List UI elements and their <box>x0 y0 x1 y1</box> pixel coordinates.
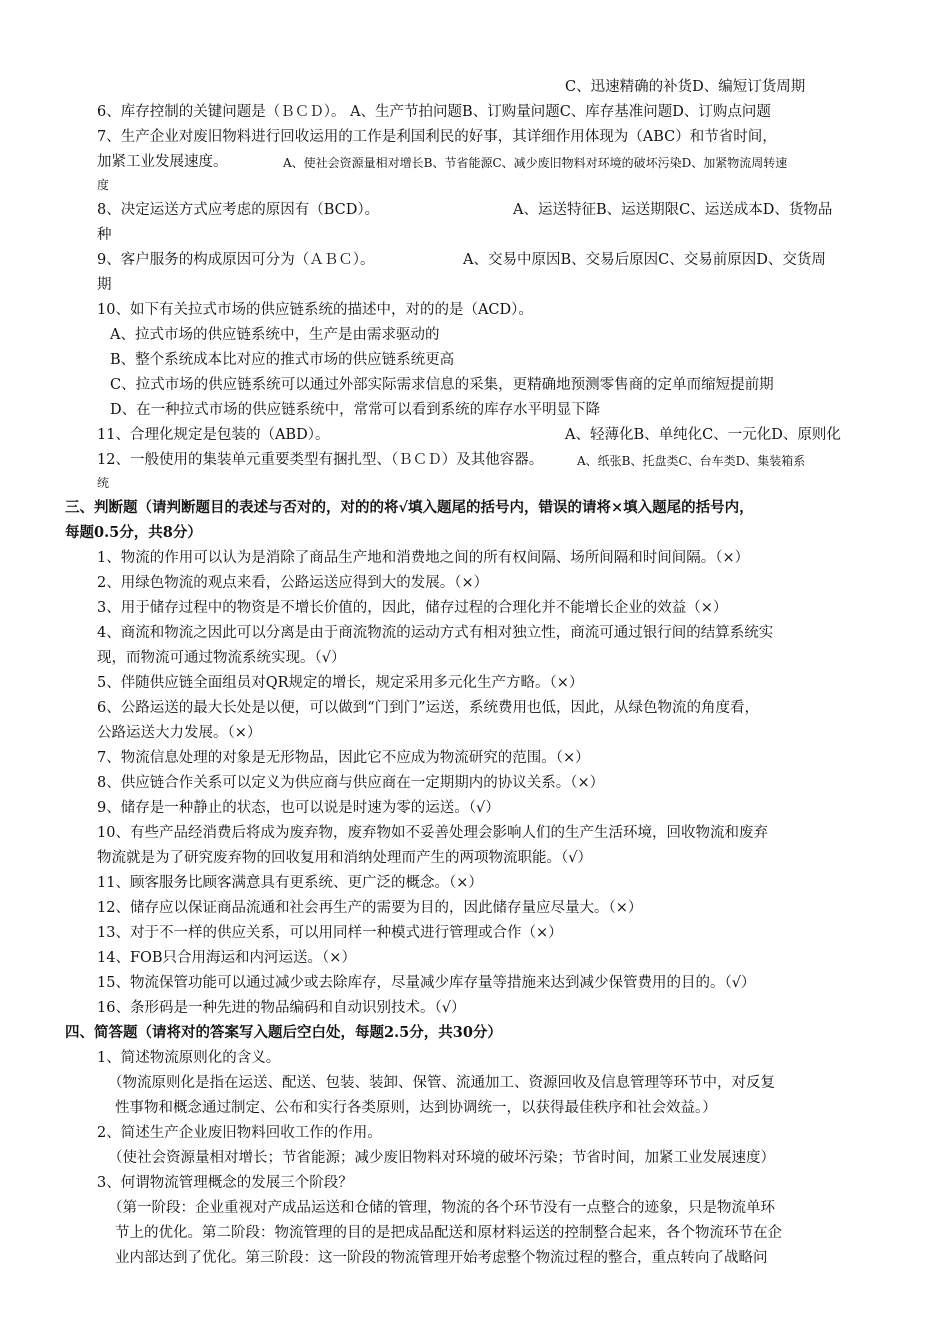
question-line: 4、商流和物流之因此可以分离是由于商流物流的运动方式有相对独立性，商流可通过银行间的结算系统实 <box>97 625 774 641</box>
option-line: 期 <box>97 277 112 293</box>
option-line: 种 <box>97 227 112 243</box>
option-line: C、迅速精确的补货D、编短订货周期 <box>565 79 806 95</box>
option-line: A、交易中原因B、交易后原因C、交易前原因D、交货周 <box>463 252 826 268</box>
option-line: 统 <box>97 476 110 490</box>
option-line: C、拉式市场的供应链系统可以通过外部实际需求信息的采集，更精确地预测零售商的定单而缩短提前期 <box>110 377 774 393</box>
option-line: B、整个系统成本比对应的推式市场的供应链系统更高 <box>110 352 455 368</box>
question-line: 5、伴随供应链全面组员对QR规定的增长，规定采用多元化生产方略。（×） <box>97 675 584 691</box>
question-line: 12、一般使用的集装单元重要类型有捆扎型、（ＢＣＤ）及其他容器。 <box>97 452 544 468</box>
question-line: 7、生产企业对废旧物料进行回收运用的工作是利国利民的好事，其详细作用体现为（ABC）和节省时间， <box>97 129 777 145</box>
question-line: 3、用于储存过程中的物资是不增长价值的，因此，储存过程的合理化并不能增长企业的效益（×） <box>97 600 728 616</box>
question-line: 15、物流保管功能可以通过减少或去除库存，尽量减少库存量等措施来达到减少保管费用的目的。（√） <box>97 975 756 991</box>
question-line: 1、简述物流原则化的含义。 <box>97 1050 281 1066</box>
answer-line: 业内部达到了优化。第三阶段：这一阶段的物流管理开始考虑整个物流过程的整合，重点转向了战略问 <box>115 1250 768 1266</box>
answer-line: （使社会资源量相对增长；节省能源；减少废旧物料对环境的破坏污染；节省时间，加紧工业发展速度） <box>108 1150 775 1166</box>
question-line: 14、FOB只合用海运和内河运送。（×） <box>97 950 356 966</box>
question-line: 加紧工业发展速度。 <box>97 154 228 170</box>
answer-line: 节上的优化。第二阶段：物流管理的目的是把成品配送和原材料运送的控制整合起来，各个物流环节在企 <box>115 1225 782 1241</box>
question-line: 9、客户服务的构成原因可分为（ＡＢＣ）。 <box>97 252 375 268</box>
question-line: 6、公路运送的最大长处是以便，可以做到“门到门”运送，系统费用也低，因此，从绿色物流的角度看， <box>97 700 760 716</box>
answer-line: 性事物和概念通过制定、公布和实行各类原则，达到协调统一，以获得最佳秩序和社会效益。） <box>115 1100 717 1116</box>
question-line: 现，而物流可通过物流系统实现。（√） <box>97 650 346 666</box>
question-line: 10、如下有关拉式市场的供应链系统的描述中，对的的是（ACD）。 <box>97 302 533 318</box>
question-line: 物流就是为了研究废弃物的回收复用和消纳处理而产生的两项物流职能。（√） <box>97 850 592 866</box>
option-line: A、使社会资源量相对增长B、节省能源C、减少废旧物料对环境的破坏污染D、加紧物流周转速 <box>283 156 788 170</box>
question-line: 公路运送大力发展。（×） <box>97 725 262 741</box>
answer-line: （第一阶段：企业重视对产成品运送和仓储的管理，物流的各个环节没有一点整合的迹象，只是物流单环 <box>108 1200 775 1216</box>
question-line: 13、对于不一样的供应关系，可以用同样一种模式进行管理或合作（×） <box>97 925 563 941</box>
question-line: 11、顾客服务比顾客满意具有更系统、更广泛的概念。（×） <box>97 875 483 891</box>
question-line: 16、条形码是一种先进的物品编码和自动识别技术。（√） <box>97 1000 466 1016</box>
question-line: 2、用绿色物流的观点来看，公路运送应得到大的发展。（×） <box>97 575 489 591</box>
question-line: 8、供应链合作关系可以定义为供应商与供应商在一定期期内的协议关系。（×） <box>97 775 605 791</box>
question-line: 9、储存是一种静止的状态，也可以说是时速为零的运送。（√） <box>97 800 500 816</box>
option-line: D、在一种拉式市场的供应链系统中，常常可以看到系统的库存水平明显下降 <box>110 402 601 418</box>
question-line: 10、有些产品经消费后将成为废弃物，废弃物如不妥善处理会影响人们的生产生活环境，回收物流和废弃 <box>97 825 768 841</box>
section-heading: 三、判断题（请判断题目的表述与否对的，对的的将√填入题尾的括号内，错误的请将×填入题尾的括号内， <box>65 499 754 516</box>
section-heading: 每题0.5分，共8分） <box>65 524 202 541</box>
question-line: 12、储存应以保证商品流通和社会再生产的需要为目的，因此储存量应尽量大。（×） <box>97 900 643 916</box>
question-line: 6、库存控制的关键问题是（ＢＣＤ）。 A、生产节拍问题B、订购量问题C、库存基准问题D、订购点问题 <box>97 104 771 120</box>
question-line: 2、简述生产企业废旧物料回收工作的作用。 <box>97 1125 382 1141</box>
answer-line: （物流原则化是指在运送、配送、包装、装卸、保管、流通加工、资源回收及信息管理等环节中，对反复 <box>108 1075 775 1091</box>
question-line: 8、决定运送方式应考虑的原因有（BCD）。 <box>97 202 380 218</box>
question-line: 7、物流信息处理的对象是无形物品，因此它不应成为物流研究的范围。（×） <box>97 750 590 766</box>
section-heading: 四、简答题（请将对的答案写入题后空白处，每题2.5分，共30分） <box>65 1024 502 1041</box>
question-line: 3、何谓物流管理概念的发展三个阶段？ <box>97 1175 353 1191</box>
option-line: A、运送特征B、运送期限C、运送成本D、货物品 <box>513 202 833 218</box>
option-line: A、拉式市场的供应链系统中，生产是由需求驱动的 <box>110 327 440 343</box>
question-line: 1、物流的作用可以认为是消除了商品生产地和消费地之间的所有权间隔、场所间隔和时间间隔。（×） <box>97 550 750 566</box>
option-line: A、纸张B、托盘类C、台车类D、集装箱系 <box>577 454 806 468</box>
option-line: 度 <box>97 178 110 192</box>
option-line: A、轻薄化B、单纯化C、一元化D、原则化 <box>565 427 841 443</box>
question-line: 11、合理化规定是包装的（ABD）。 <box>97 427 330 443</box>
